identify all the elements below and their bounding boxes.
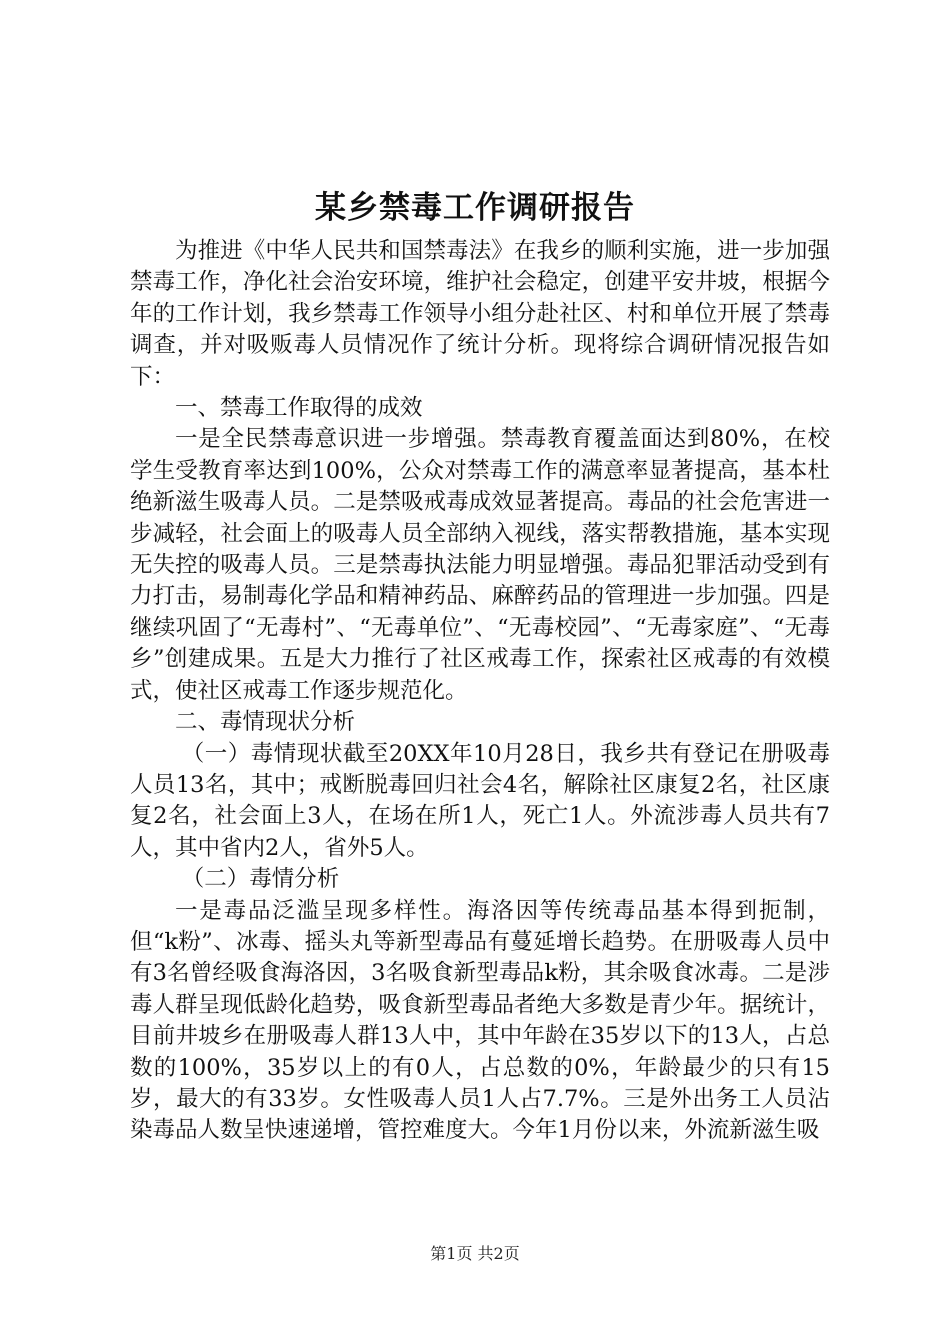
subheading-drug-analysis: （二）毒情分析 <box>181 866 340 893</box>
section-heading-achievements: 一、禁毒工作取得的成效 <box>175 395 423 422</box>
page-footer: 第1页 共2页 <box>430 1244 520 1263</box>
drug-analysis-paragraph: 一是毒品泛滥呈现多样性。海洛因等传统毒品基本得到扼制，但“k粉”、冰毒、摇头丸等新型毒品有蔓延增长趋势。在册吸毒人员中有3名曾经吸食海洛因，3名吸食新型毒品k粉，其余吸食冰毒。二是涉毒人群呈现低龄化趋势，吸食新型毒品者绝大多数是青少年。据统计，目前井坡乡在册吸毒人群13人中，其中年龄在35岁以下的13人，占总数的100%，35岁以上的有0人，占总数的0%，年龄最少的只有15岁，最大的有33岁。女性吸毒人员1人占7.7%。三是外出务工人员沾染毒品人数呈快速递增，管控难度大。今年1月份以来，外流新滋生吸 <box>130 897 830 1144</box>
document-body <box>130 236 830 1147</box>
document-title: 某乡禁毒工作调研报告 <box>315 190 635 226</box>
intro-paragraph: 为推进《中华人民共和国禁毒法》在我乡的顺利实施，进一步加强禁毒工作，净化社会治安环境，维护社会稳定，创建平安井坡，根据今年的工作计划，我乡禁毒工作领导小组分赴社区、村和单位开展了禁毒调查，并对吸贩毒人员情况作了统计分析。现将综合调研情况报告如下： <box>130 238 830 390</box>
achievements-paragraph: 一是全民禁毒意识进一步增强。禁毒教育覆盖面达到80%，在校学生受教育率达到100%，公众对禁毒工作的满意率显著提高，基本杜绝新滋生吸毒人员。二是禁吸戒毒成效显著提高。毒品的社会危害进一步减轻，社会面上的吸毒人员全部纳入视线，落实帮教措施，基本实现无失控的吸毒人员。三是禁毒执法能力明显增强。毒品犯罪活动受到有力打击，易制毒化学品和精神药品、麻醉药品的管理进一步加强。四是继续巩固了“无毒村”、“无毒单位”、“无毒校园”、“无毒家庭”、“无毒乡”创建成果。五是大力推行了社区戒毒工作，探索社区戒毒的有效模式，使社区戒毒工作逐步规范化。 <box>130 426 830 704</box>
section-heading-analysis: 二、毒情现状分析 <box>175 709 356 736</box>
current-situation-paragraph: （一）毒情现状截至20XX年10月28日，我乡共有登记在册吸毒人员13名，其中；戒断脱毒回归社会4名，解除社区康复2名，社区康复2名，社会面上3人，在场在所1人，死亡1人。外流涉毒人员共有7人，其中省内2人，省外5人。 <box>130 740 830 861</box>
